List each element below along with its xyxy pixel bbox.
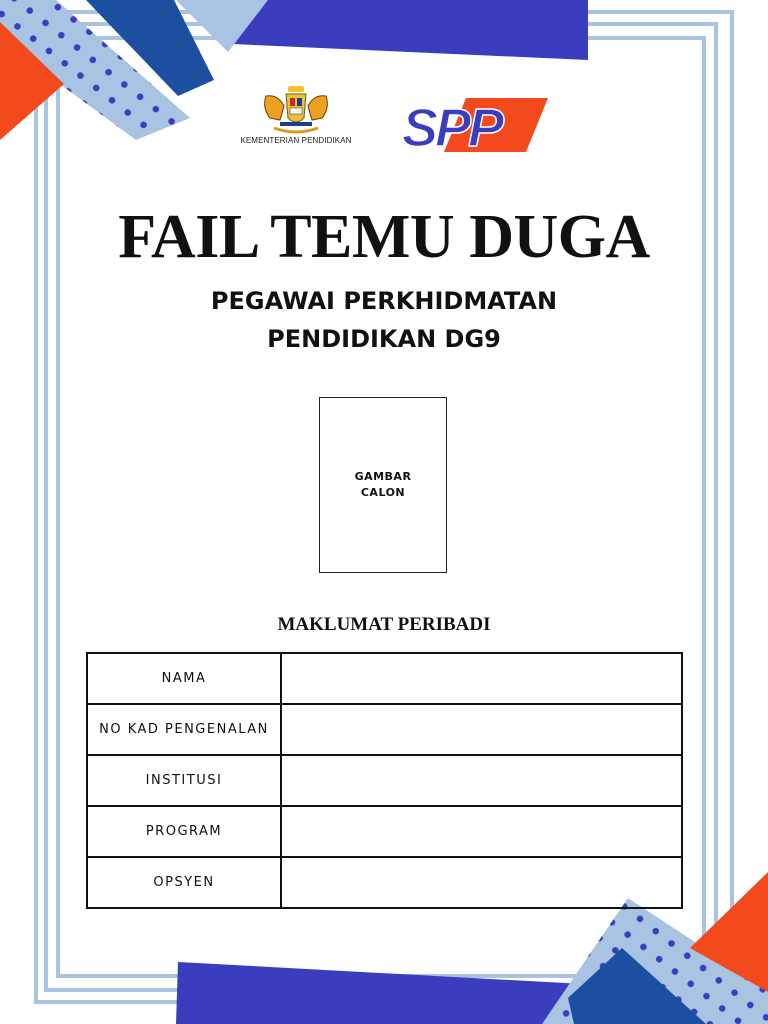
- table-row: [87, 806, 682, 857]
- field-no-kad-pengenalan[interactable]: [281, 704, 682, 755]
- spp-logo: [402, 96, 548, 154]
- row-label-nama: NAMA: [87, 653, 281, 704]
- field-nama[interactable]: [281, 653, 682, 704]
- subtitle-line: PEGAWAI PERKHIDMATAN: [210, 287, 558, 315]
- candidate-photo-box[interactable]: [319, 397, 447, 573]
- subtitle-line: PENDIDIKAN DG9: [267, 325, 501, 353]
- page-subtitle: [0, 282, 768, 358]
- spp-logo-text: SPP: [402, 98, 502, 154]
- row-label-program: PROGRAM: [87, 806, 281, 857]
- field-institusi[interactable]: [281, 755, 682, 806]
- header-logos: [0, 80, 768, 160]
- row-label-no-kad-pengenalan: NO KAD PENGENALAN: [87, 704, 281, 755]
- malaysia-crest-icon: [258, 84, 334, 140]
- row-label-opsyen: OPSYEN: [87, 857, 281, 908]
- table-row: [87, 755, 682, 806]
- field-program[interactable]: [281, 806, 682, 857]
- photo-box-label: GAMBAR CALON: [354, 470, 412, 499]
- table-row: [87, 653, 682, 704]
- table-row: [87, 857, 682, 908]
- page-title: FAIL TEMU DUGA: [118, 203, 650, 271]
- row-label-institusi: INSTITUSI: [87, 755, 281, 806]
- top-blue-band: [232, 0, 588, 60]
- table-row: [87, 704, 682, 755]
- personal-info-table: [86, 652, 683, 909]
- field-opsyen[interactable]: [281, 857, 682, 908]
- section-heading: MAKLUMAT PERIBADI: [277, 614, 491, 635]
- ministry-label: KEMENTERIAN PENDIDIKAN: [240, 136, 352, 145]
